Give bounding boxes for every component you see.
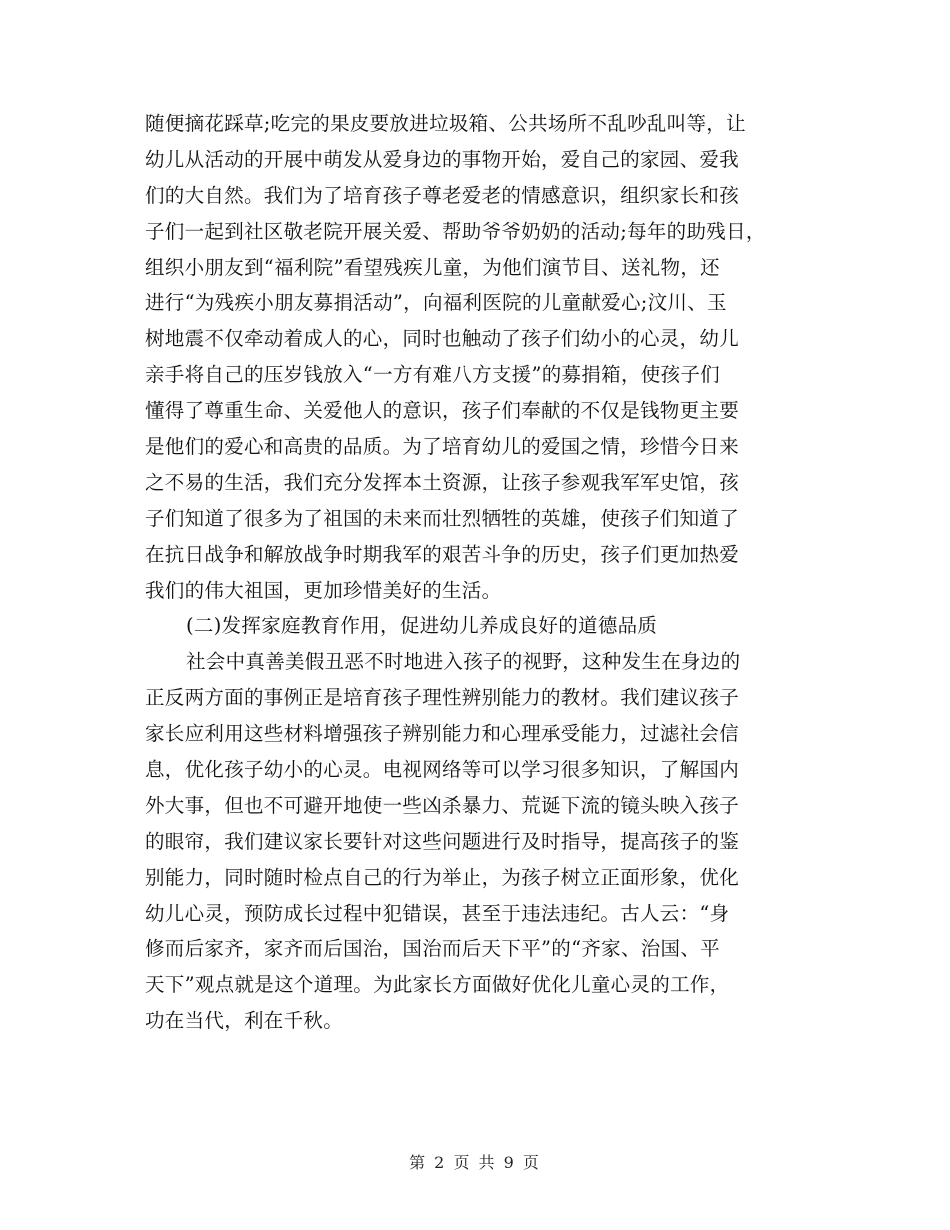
- document-body: [145, 106, 825, 1039]
- text-line: 修而后家齐，家齐而后国治，国治而后天下平”的“齐家、治国、平: [145, 937, 720, 961]
- text-line: 是他们的爱心和高贵的品质。为了培育幼儿的爱国之情，珍惜今日来: [145, 435, 740, 459]
- text-line: 正反两方面的事例正是培育孩子理性辨别能力的教材。我们建议孩子: [145, 686, 740, 710]
- text-line: 息，优化孩子幼小的心灵。电视网络等可以学习很多知识，了解国内: [145, 758, 740, 782]
- text-line: 外大事，但也不可避开地使一些凶杀暴力、荒诞下流的镜头映入孩子: [145, 793, 740, 817]
- text-line: 别能力，同时随时检点自己的行为举止，为孩子树立正面形象，优化: [145, 865, 740, 889]
- text-line: 幼儿从活动的开展中萌发从爱身边的事物开始，爱自己的家园、爱我: [145, 147, 740, 171]
- paragraph-first-line: 社会中真善美假丑恶不时地进入孩子的视野，这种发生在身边的: [186, 650, 741, 674]
- text-line: 懂得了尊重生命、关爱他人的意识，孩子们奉献的不仅是钱物更主要: [145, 399, 740, 423]
- text-line: 们的大自然。我们为了培育孩子尊老爱老的情感意识，组织家长和孩: [145, 183, 740, 207]
- text-line: 天下”观点就是这个道理。为此家长方面做好优化儿童心灵的工作，: [145, 973, 730, 997]
- text-line: 随便摘花踩草;吃完的果皮要放进垃圾箱、公共场所不乱吵乱叫等，让: [145, 112, 746, 135]
- text-line: 的眼帘，我们建议家长要针对这些问题进行及时指导，提高孩子的鉴: [145, 829, 740, 853]
- page-number: 2: [434, 1153, 447, 1172]
- text-line: 幼儿心灵，预防成长过程中犯错误，甚至于违法违纪。古人云：“身: [145, 901, 730, 925]
- page-suffix: 页: [522, 1153, 541, 1172]
- text-line: 我们的伟大祖国，更加珍惜美好的生活。: [145, 578, 502, 602]
- text-line: 子们一起到社区敬老院开展关爱、帮助爷爷奶奶的活动;每年的助残日，: [145, 219, 766, 243]
- text-line: 之不易的生活，我们充分发挥本土资源，让孩子参观我军军史馆，孩: [145, 470, 740, 494]
- page-prefix: 第: [409, 1153, 428, 1172]
- page-mid: 页 共: [453, 1153, 497, 1172]
- text-line: 组织小朋友到“福利院”看望残疾儿童，为他们演节目、送礼物，还: [145, 255, 720, 279]
- text-line: 在抗日战争和解放战争时期我军的艰苦斗争的历史，孩子们更加热爱: [145, 542, 740, 566]
- page-footer: [0, 1150, 950, 1173]
- text-line: 功在当代，利在千秋。: [145, 1009, 344, 1033]
- text-line: 子们知道了很多为了祖国的未来而壮烈牺牲的英雄，使孩子们知道了: [145, 506, 740, 530]
- text-line: 进行“为残疾小朋友募捐活动”，向福利医院的儿童献爱心;汶川、玉: [145, 291, 727, 315]
- text-line: 树地震不仅牵动着成人的心，同时也触动了孩子们幼小的心灵，幼儿: [145, 327, 740, 351]
- text-line: 家长应利用这些材料增强孩子辨别能力和心理承受能力，过滤社会信: [145, 722, 740, 746]
- page-total: 9: [503, 1153, 516, 1172]
- text-line: 亲手将自己的压岁钱放入“一方有难八方支援”的募捐箱，使孩子们: [145, 363, 720, 387]
- section-heading: (二)发挥家庭教育作用，促进幼儿养成良好的道德品质: [186, 614, 658, 638]
